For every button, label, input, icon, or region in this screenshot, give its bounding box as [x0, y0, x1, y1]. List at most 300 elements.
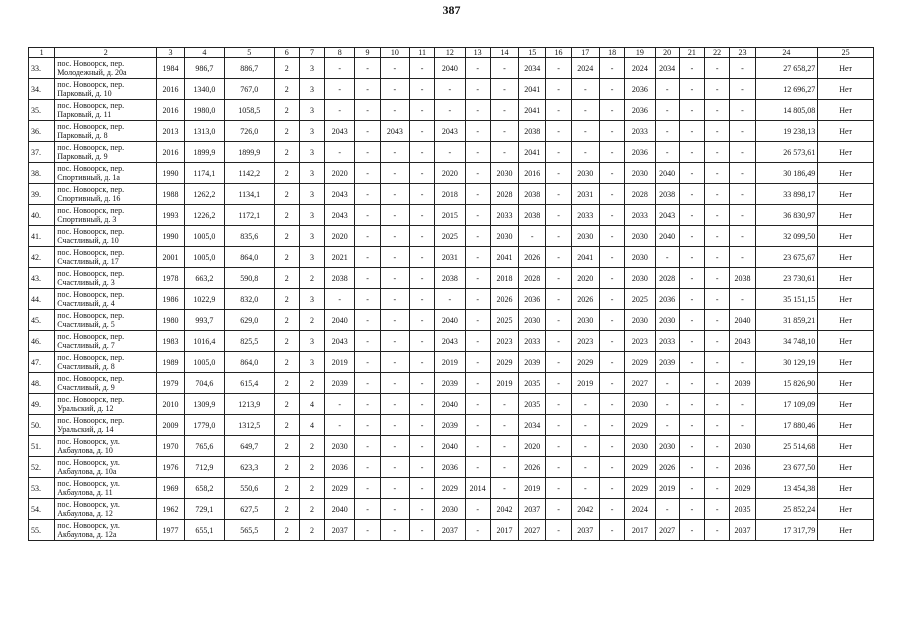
- table-cell: 2: [274, 331, 299, 352]
- table-cell: Нет: [818, 79, 874, 100]
- table-cell: 2: [299, 268, 324, 289]
- table-row: [29, 352, 874, 373]
- table-cell: 1962: [157, 499, 184, 520]
- table-cell: 2027: [519, 520, 546, 541]
- table-cell: 15 826,90: [755, 373, 818, 394]
- column-header-2: 2: [55, 48, 157, 58]
- table-cell: 1899,9: [184, 142, 224, 163]
- table-cell: -: [355, 142, 380, 163]
- table-cell: -: [571, 100, 599, 121]
- table-cell: -: [435, 142, 465, 163]
- register-table: [28, 47, 874, 541]
- table-cell: 2020: [325, 163, 355, 184]
- table-cell: 2024: [571, 58, 599, 79]
- table-cell: -: [355, 268, 380, 289]
- table-cell: 1134,1: [225, 184, 275, 205]
- table-cell: -: [679, 520, 704, 541]
- table-cell: 2036: [435, 457, 465, 478]
- table-cell: -: [355, 247, 380, 268]
- table-cell: -: [409, 226, 434, 247]
- column-header-15: 15: [519, 48, 546, 58]
- table-cell: 2039: [325, 373, 355, 394]
- table-cell: 2009: [157, 415, 184, 436]
- table-cell: -: [730, 79, 755, 100]
- table-cell: -: [409, 205, 434, 226]
- table-row: [29, 373, 874, 394]
- table-cell: -: [705, 100, 730, 121]
- table-cell: -: [380, 226, 409, 247]
- table-cell: 25 852,24: [755, 499, 818, 520]
- table-cell: -: [705, 373, 730, 394]
- table-cell: 2036: [655, 289, 679, 310]
- table-cell: Нет: [818, 142, 874, 163]
- table-cell: 2041: [519, 142, 546, 163]
- table-cell: 12 696,27: [755, 79, 818, 100]
- table-cell: -: [599, 268, 624, 289]
- table-cell: -: [655, 142, 679, 163]
- table-cell: 17 317,79: [755, 520, 818, 541]
- table-cell: 2031: [435, 247, 465, 268]
- table-cell: 2029: [730, 478, 755, 499]
- table-cell: 4: [299, 415, 324, 436]
- table-cell: 3: [299, 121, 324, 142]
- table-cell: 704,6: [184, 373, 224, 394]
- table-cell: -: [490, 436, 518, 457]
- table-cell: 2030: [435, 499, 465, 520]
- table-cell: -: [599, 247, 624, 268]
- column-header-6: 6: [274, 48, 299, 58]
- table-cell: -: [355, 310, 380, 331]
- table-cell: -: [355, 415, 380, 436]
- table-cell: 2030: [571, 163, 599, 184]
- table-cell: -: [355, 373, 380, 394]
- table-cell: -: [599, 226, 624, 247]
- table-cell: -: [655, 373, 679, 394]
- column-header-19: 19: [625, 48, 655, 58]
- row-number: 36.: [29, 121, 55, 142]
- table-cell: -: [571, 79, 599, 100]
- table-cell: -: [380, 205, 409, 226]
- row-number: 35.: [29, 100, 55, 121]
- table-cell: 2: [274, 184, 299, 205]
- table-cell: 2: [274, 58, 299, 79]
- table-cell: 2041: [519, 79, 546, 100]
- table-cell: -: [705, 205, 730, 226]
- address-cell: пос. Новоорск, пер. Счастливый, д. 9: [55, 373, 157, 394]
- table-cell: 2043: [435, 331, 465, 352]
- table-cell: 2038: [519, 184, 546, 205]
- table-cell: Нет: [818, 520, 874, 541]
- row-number: 49.: [29, 394, 55, 415]
- table-cell: 2: [274, 100, 299, 121]
- table-cell: Нет: [818, 163, 874, 184]
- table-cell: 2043: [325, 205, 355, 226]
- row-number: 45.: [29, 310, 55, 331]
- table-cell: 2038: [519, 205, 546, 226]
- table-cell: 19 238,13: [755, 121, 818, 142]
- table-cell: 2: [274, 142, 299, 163]
- table-cell: 2023: [571, 331, 599, 352]
- table-cell: -: [380, 436, 409, 457]
- table-cell: -: [465, 499, 490, 520]
- table-cell: -: [705, 394, 730, 415]
- table-cell: -: [705, 58, 730, 79]
- address-cell: пос. Новоорск, ул. Акбаулова, д. 12а: [55, 520, 157, 541]
- table-cell: -: [571, 436, 599, 457]
- table-cell: -: [435, 289, 465, 310]
- table-cell: -: [380, 415, 409, 436]
- table-cell: 2019: [490, 373, 518, 394]
- table-cell: 1899,9: [225, 142, 275, 163]
- table-cell: 2: [274, 226, 299, 247]
- table-cell: -: [409, 352, 434, 373]
- table-cell: 2033: [625, 205, 655, 226]
- table-cell: 1976: [157, 457, 184, 478]
- table-cell: -: [679, 478, 704, 499]
- table-cell: -: [679, 142, 704, 163]
- table-row: [29, 226, 874, 247]
- table-cell: -: [380, 58, 409, 79]
- column-header-23: 23: [730, 48, 755, 58]
- table-cell: -: [730, 415, 755, 436]
- table-cell: 1969: [157, 478, 184, 499]
- table-cell: 23 677,50: [755, 457, 818, 478]
- table-cell: -: [546, 394, 571, 415]
- table-cell: 2027: [655, 520, 679, 541]
- table-cell: 2: [299, 478, 324, 499]
- address-cell: пос. Новоорск, ул. Акбаулова, д. 11: [55, 478, 157, 499]
- table-cell: -: [571, 415, 599, 436]
- table-cell: 3: [299, 289, 324, 310]
- table-cell: -: [355, 478, 380, 499]
- row-number: 33.: [29, 58, 55, 79]
- address-cell: пос. Новоорск, пер. Парковый, д. 10: [55, 79, 157, 100]
- table-cell: 2015: [435, 205, 465, 226]
- table-cell: 14 805,08: [755, 100, 818, 121]
- table-cell: 2036: [730, 457, 755, 478]
- table-cell: 2019: [571, 373, 599, 394]
- table-cell: 2020: [571, 268, 599, 289]
- row-number: 53.: [29, 478, 55, 499]
- table-cell: 34 748,10: [755, 331, 818, 352]
- table-cell: 2023: [490, 331, 518, 352]
- table-cell: -: [705, 247, 730, 268]
- table-cell: -: [599, 121, 624, 142]
- address-cell: пос. Новоорск, пер. Счастливый, д. 10: [55, 226, 157, 247]
- table-cell: -: [571, 142, 599, 163]
- table-cell: 3: [299, 331, 324, 352]
- table-cell: 2026: [655, 457, 679, 478]
- table-row: [29, 394, 874, 415]
- table-row: [29, 499, 874, 520]
- table-cell: -: [490, 58, 518, 79]
- address-cell: пос. Новоорск, пер. Парковый, д. 11: [55, 100, 157, 121]
- row-number: 47.: [29, 352, 55, 373]
- table-row: [29, 100, 874, 121]
- table-cell: 767,0: [225, 79, 275, 100]
- table-cell: 2028: [519, 268, 546, 289]
- table-cell: -: [599, 184, 624, 205]
- table-cell: 2043: [325, 184, 355, 205]
- table-cell: -: [325, 100, 355, 121]
- table-cell: -: [325, 79, 355, 100]
- table-cell: 3: [299, 184, 324, 205]
- table-cell: 2037: [571, 520, 599, 541]
- table-cell: 17 109,09: [755, 394, 818, 415]
- table-cell: 1983: [157, 331, 184, 352]
- table-cell: 2040: [435, 310, 465, 331]
- table-cell: -: [546, 352, 571, 373]
- table-cell: -: [465, 205, 490, 226]
- table-cell: 2040: [325, 499, 355, 520]
- table-cell: -: [465, 352, 490, 373]
- address-cell: пос. Новоорск, пер. Счастливый, д. 5: [55, 310, 157, 331]
- table-cell: 2019: [519, 478, 546, 499]
- table-cell: 17 880,46: [755, 415, 818, 436]
- table-cell: 629,0: [225, 310, 275, 331]
- table-cell: -: [490, 415, 518, 436]
- table-cell: -: [599, 415, 624, 436]
- table-cell: 2: [299, 520, 324, 541]
- table-cell: -: [546, 436, 571, 457]
- table-cell: -: [355, 457, 380, 478]
- column-header-4: 4: [184, 48, 224, 58]
- table-cell: 2: [274, 79, 299, 100]
- table-cell: -: [409, 289, 434, 310]
- table-cell: -: [705, 436, 730, 457]
- table-cell: -: [355, 331, 380, 352]
- table-row: [29, 58, 874, 79]
- table-cell: 2029: [325, 478, 355, 499]
- table-row: [29, 457, 874, 478]
- row-number: 52.: [29, 457, 55, 478]
- table-cell: 2026: [571, 289, 599, 310]
- table-cell: Нет: [818, 499, 874, 520]
- table-cell: -: [679, 58, 704, 79]
- table-cell: -: [730, 352, 755, 373]
- address-cell: пос. Новоорск, пер. Счастливый, д. 4: [55, 289, 157, 310]
- table-cell: -: [355, 352, 380, 373]
- table-cell: 2041: [571, 247, 599, 268]
- table-cell: 2024: [625, 58, 655, 79]
- table-cell: -: [355, 205, 380, 226]
- table-cell: -: [599, 289, 624, 310]
- table-cell: 623,3: [225, 457, 275, 478]
- table-cell: 4: [299, 394, 324, 415]
- table-cell: 1980,0: [184, 100, 224, 121]
- table-cell: 1984: [157, 58, 184, 79]
- table-cell: 30 129,19: [755, 352, 818, 373]
- table-cell: -: [465, 142, 490, 163]
- table-cell: Нет: [818, 184, 874, 205]
- table-cell: -: [679, 394, 704, 415]
- table-cell: -: [465, 58, 490, 79]
- address-cell: пос. Новоорск, пер. Спортивный, д. 1а: [55, 163, 157, 184]
- table-cell: 2037: [730, 520, 755, 541]
- table-cell: -: [409, 100, 434, 121]
- table-cell: Нет: [818, 457, 874, 478]
- table-cell: -: [409, 436, 434, 457]
- table-cell: 1312,5: [225, 415, 275, 436]
- table-cell: 2020: [519, 436, 546, 457]
- table-cell: Нет: [818, 205, 874, 226]
- table-cell: 2029: [435, 478, 465, 499]
- table-cell: 25 514,68: [755, 436, 818, 457]
- table-cell: -: [705, 121, 730, 142]
- table-cell: 2036: [625, 79, 655, 100]
- table-cell: -: [380, 352, 409, 373]
- table-cell: -: [380, 100, 409, 121]
- table-cell: -: [705, 331, 730, 352]
- column-header-18: 18: [599, 48, 624, 58]
- table-cell: 2040: [730, 310, 755, 331]
- table-cell: -: [355, 58, 380, 79]
- table-cell: -: [679, 247, 704, 268]
- table-cell: 1980: [157, 310, 184, 331]
- table-cell: -: [705, 142, 730, 163]
- table-cell: -: [409, 373, 434, 394]
- table-cell: -: [679, 100, 704, 121]
- table-cell: 2033: [519, 331, 546, 352]
- table-cell: 2037: [519, 499, 546, 520]
- table-cell: 2029: [571, 352, 599, 373]
- row-number: 42.: [29, 247, 55, 268]
- table-cell: 2027: [625, 373, 655, 394]
- table-cell: -: [380, 184, 409, 205]
- table-cell: 658,2: [184, 478, 224, 499]
- table-cell: -: [599, 394, 624, 415]
- table-cell: -: [655, 121, 679, 142]
- table-cell: 2039: [655, 352, 679, 373]
- table-cell: -: [380, 163, 409, 184]
- table-cell: -: [325, 394, 355, 415]
- column-header-22: 22: [705, 48, 730, 58]
- table-cell: -: [599, 310, 624, 331]
- table-cell: 2021: [325, 247, 355, 268]
- table-cell: 2016: [157, 79, 184, 100]
- table-cell: 2: [274, 499, 299, 520]
- table-cell: -: [435, 79, 465, 100]
- table-cell: -: [679, 289, 704, 310]
- table-cell: Нет: [818, 289, 874, 310]
- table-cell: -: [409, 163, 434, 184]
- table-cell: 2043: [435, 121, 465, 142]
- table-cell: -: [705, 184, 730, 205]
- table-cell: -: [599, 205, 624, 226]
- table-cell: 2036: [519, 289, 546, 310]
- table-cell: 2040: [435, 436, 465, 457]
- table-cell: -: [599, 520, 624, 541]
- table-cell: -: [679, 310, 704, 331]
- column-header-10: 10: [380, 48, 409, 58]
- table-cell: 2: [299, 310, 324, 331]
- table-cell: -: [599, 478, 624, 499]
- table-cell: 2036: [625, 142, 655, 163]
- table-cell: 3: [299, 247, 324, 268]
- table-row: [29, 331, 874, 352]
- table-cell: 1340,0: [184, 79, 224, 100]
- table-cell: 3: [299, 205, 324, 226]
- row-number: 46.: [29, 331, 55, 352]
- table-cell: 36 830,97: [755, 205, 818, 226]
- table-cell: -: [409, 478, 434, 499]
- table-cell: -: [465, 163, 490, 184]
- table-cell: 2030: [490, 163, 518, 184]
- column-header-21: 21: [679, 48, 704, 58]
- table-cell: 1213,9: [225, 394, 275, 415]
- header-row: [29, 48, 874, 58]
- table-cell: -: [571, 394, 599, 415]
- table-cell: 2035: [519, 394, 546, 415]
- table-cell: -: [679, 205, 704, 226]
- table-cell: 2: [274, 352, 299, 373]
- table-cell: -: [730, 205, 755, 226]
- table-cell: -: [655, 394, 679, 415]
- table-cell: 2041: [519, 100, 546, 121]
- table-row: [29, 520, 874, 541]
- table-cell: 2033: [571, 205, 599, 226]
- table-cell: 2030: [625, 394, 655, 415]
- table-cell: -: [325, 415, 355, 436]
- row-number: 40.: [29, 205, 55, 226]
- table-cell: -: [679, 184, 704, 205]
- address-cell: пос. Новоорск, пер. Уральский, д. 14: [55, 415, 157, 436]
- table-cell: 1309,9: [184, 394, 224, 415]
- table-cell: -: [730, 100, 755, 121]
- table-cell: 3: [299, 79, 324, 100]
- table-cell: 2017: [625, 520, 655, 541]
- table-cell: -: [409, 331, 434, 352]
- table-cell: 2038: [519, 121, 546, 142]
- table-cell: 1990: [157, 226, 184, 247]
- table-cell: 1993: [157, 205, 184, 226]
- table-cell: Нет: [818, 331, 874, 352]
- table-cell: 27 658,27: [755, 58, 818, 79]
- table-cell: -: [679, 499, 704, 520]
- table-cell: 2038: [435, 268, 465, 289]
- column-header-12: 12: [435, 48, 465, 58]
- table-cell: 2: [274, 121, 299, 142]
- table-cell: 2030: [655, 310, 679, 331]
- table-cell: -: [599, 142, 624, 163]
- page-number: 387: [442, 3, 461, 17]
- table-cell: 986,7: [184, 58, 224, 79]
- table-cell: -: [546, 226, 571, 247]
- column-header-20: 20: [655, 48, 679, 58]
- table-cell: -: [546, 142, 571, 163]
- table-cell: -: [465, 310, 490, 331]
- table-cell: 2030: [519, 310, 546, 331]
- table-cell: -: [599, 373, 624, 394]
- row-number: 54.: [29, 499, 55, 520]
- table-cell: 993,7: [184, 310, 224, 331]
- column-header-3: 3: [157, 48, 184, 58]
- table-cell: -: [679, 436, 704, 457]
- table-cell: -: [705, 499, 730, 520]
- table-cell: 2029: [625, 415, 655, 436]
- table-cell: -: [409, 79, 434, 100]
- column-header-9: 9: [355, 48, 380, 58]
- table-cell: 2038: [655, 184, 679, 205]
- table-cell: 2020: [435, 163, 465, 184]
- table-cell: 2026: [519, 247, 546, 268]
- table-cell: 23 730,61: [755, 268, 818, 289]
- table-cell: 1970: [157, 436, 184, 457]
- table-cell: 2: [274, 436, 299, 457]
- table-cell: 2016: [157, 100, 184, 121]
- table-cell: 2038: [730, 268, 755, 289]
- column-header-8: 8: [325, 48, 355, 58]
